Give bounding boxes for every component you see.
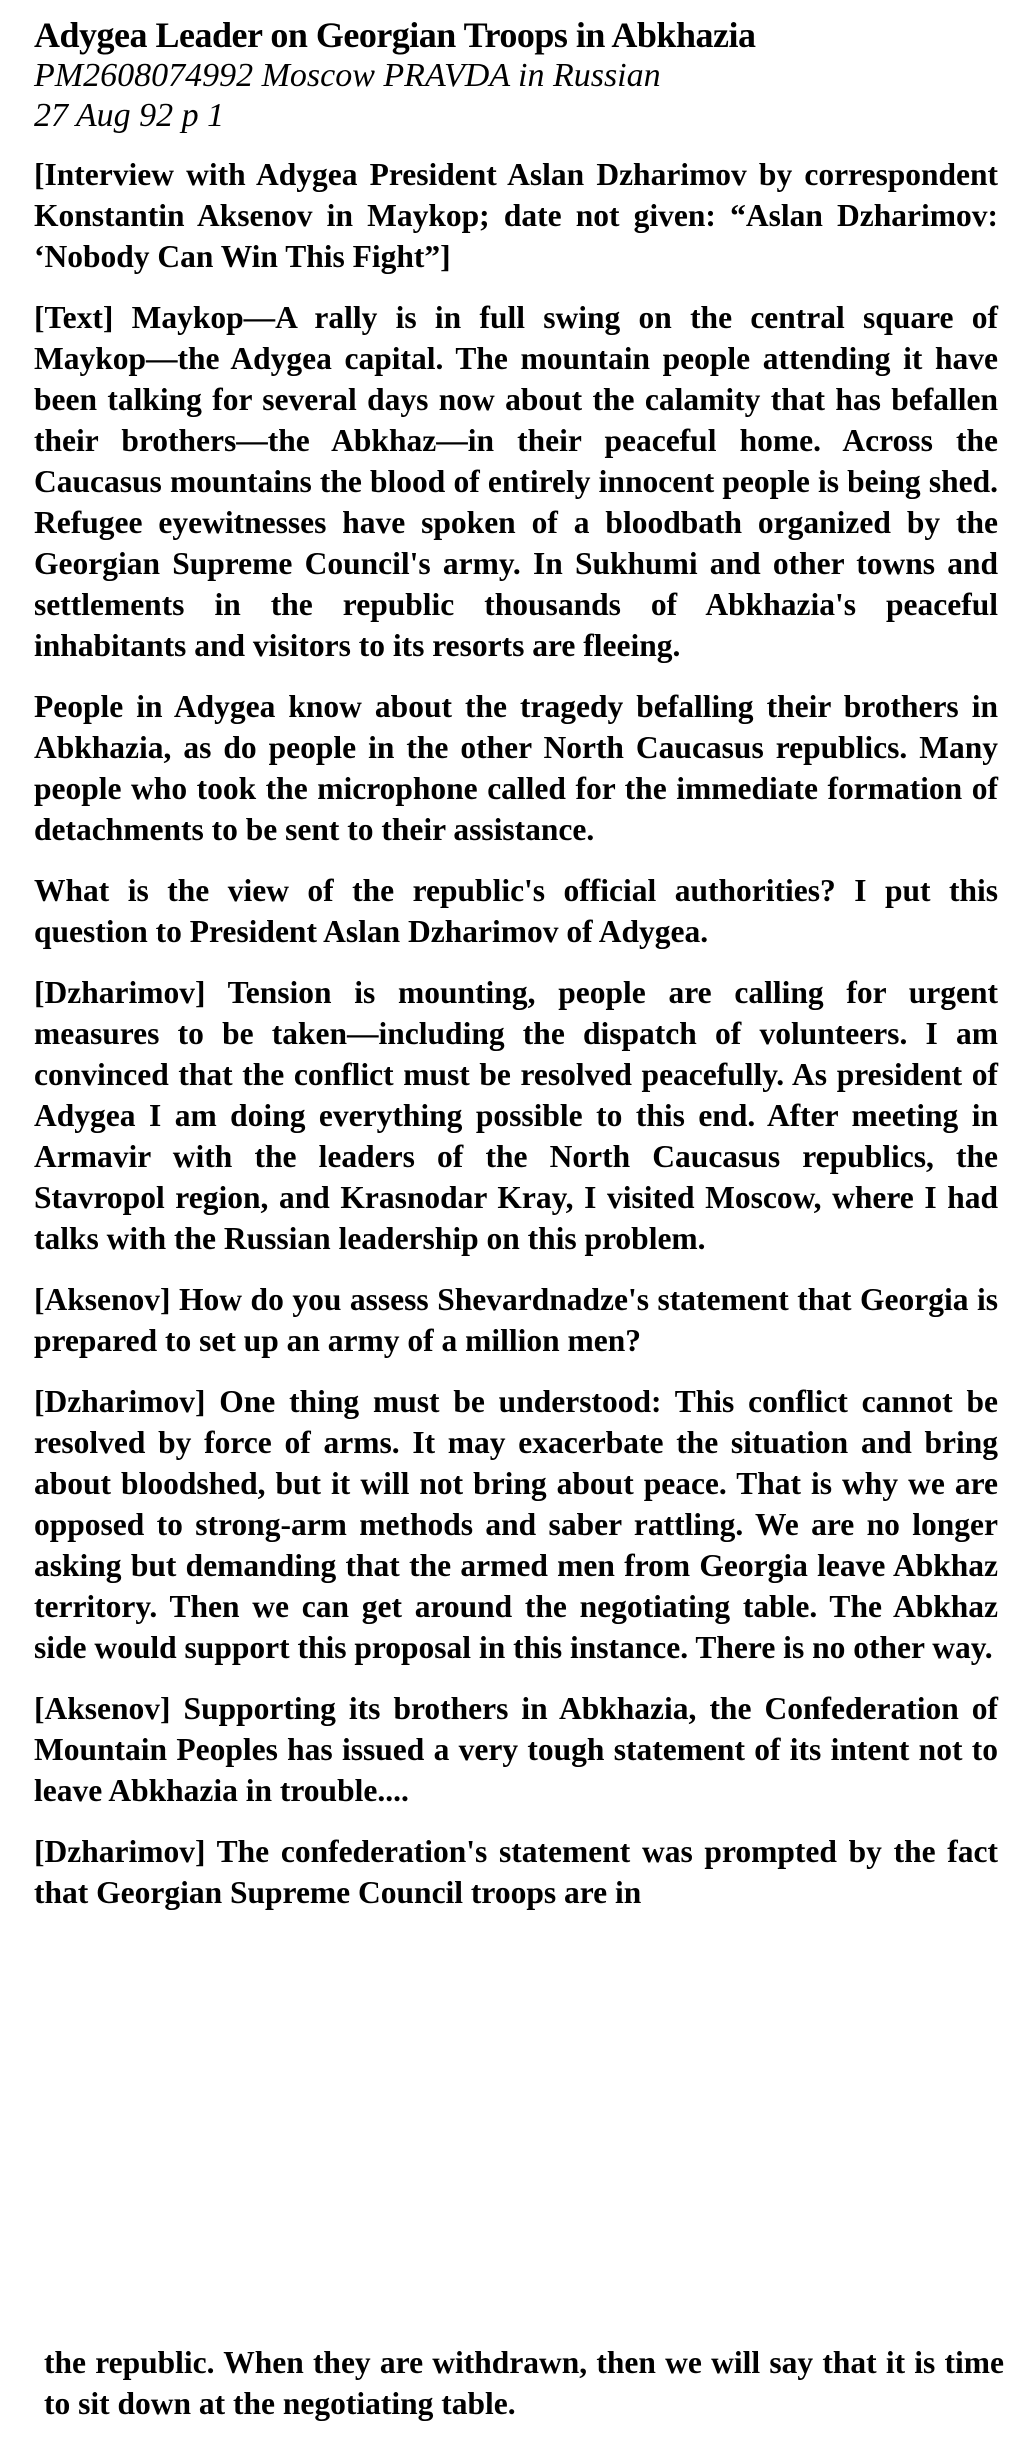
continuation-block xyxy=(44,2342,1004,2424)
continuation-paragraph: the republic. When they are withdrawn, then we will say that it is time to sit down at the negotiating table. xyxy=(44,2345,1004,2421)
body-paragraph: [Aksenov] How do you assess Shevardnadze's statement that Georgia is prepared to set up an army of a million men? xyxy=(34,1282,998,1358)
body-paragraph: [Dzharimov] One thing must be understood: This conflict cannot be resolved by force of arms. It may exacerbate the situation and bring about bloodshed, but it will not bring about peace. That is why we are opposed to strong-arm methods and saber rattling. We are no longer asking but demanding that the armed men from Georgia leave Abkhaz territory. Then we can get around the negotiating table. The Abkhaz side would support this proposal in this instance. There is no other way. xyxy=(34,1384,998,1665)
body-paragraph: [Dzharimov] The confederation's statement was prompted by the fact that Georgian Supreme Council troops are in xyxy=(34,1834,998,1910)
date-line: 27 Aug 92 p 1 xyxy=(34,97,225,134)
source-line: PM2608074992 Moscow PRAVDA in Russian xyxy=(34,57,661,94)
body-paragraph: [Text] Maykop—A rally is in full swing on the central square of Maykop—the Adygea capital. The mountain people attending it have been talking for several days now about the calamity that has befallen their brothers—the Abkhaz—in their peaceful home. Across the Caucasus mountains the blood of entirely innocent people is being shed. Refugee eyewitnesses have spoken of a bloodbath organized by the Georgian Supreme Council's army. In Sukhumi and other towns and settlements in the republic thousands of Abkhazia's peaceful inhabitants and visitors to its resorts are fleeing. xyxy=(34,300,998,663)
body-paragraph: What is the view of the republic's official authorities? I put this question to President Aslan Dzharimov of Adygea. xyxy=(34,873,998,949)
intro-paragraph: [Interview with Adygea President Aslan Dzharimov by correspondent Konstantin Aksenov in Maykop; date not given: “Aslan Dzharimov: ‘Nobody Can Win This Fight”] xyxy=(34,157,998,274)
body-paragraph: People in Adygea know about the tragedy befalling their brothers in Abkhazia, as do people in the other North Caucasus republics. Many people who took the microphone called for the immediate formation of detachments to be sent to their assistance. xyxy=(34,689,998,847)
article-column xyxy=(34,14,998,1913)
article-headline: Adygea Leader on Georgian Troops in Abkhazia xyxy=(34,15,756,55)
body-paragraph: [Aksenov] Supporting its brothers in Abkhazia, the Confederation of Mountain Peoples has issued a very tough statement of its intent not to leave Abkhazia in trouble.... xyxy=(34,1691,998,1808)
body-paragraph: [Dzharimov] Tension is mounting, people are calling for urgent measures to be taken—including the dispatch of volunteers. I am convinced that the conflict must be resolved peacefully. As president of Adygea I am doing everything possible to this end. After meeting in Armavir with the leaders of the North Caucasus republics, the Stavropol region, and Krasnodar Kray, I visited Moscow, where I had talks with the Russian leadership on this problem. xyxy=(34,975,998,1256)
